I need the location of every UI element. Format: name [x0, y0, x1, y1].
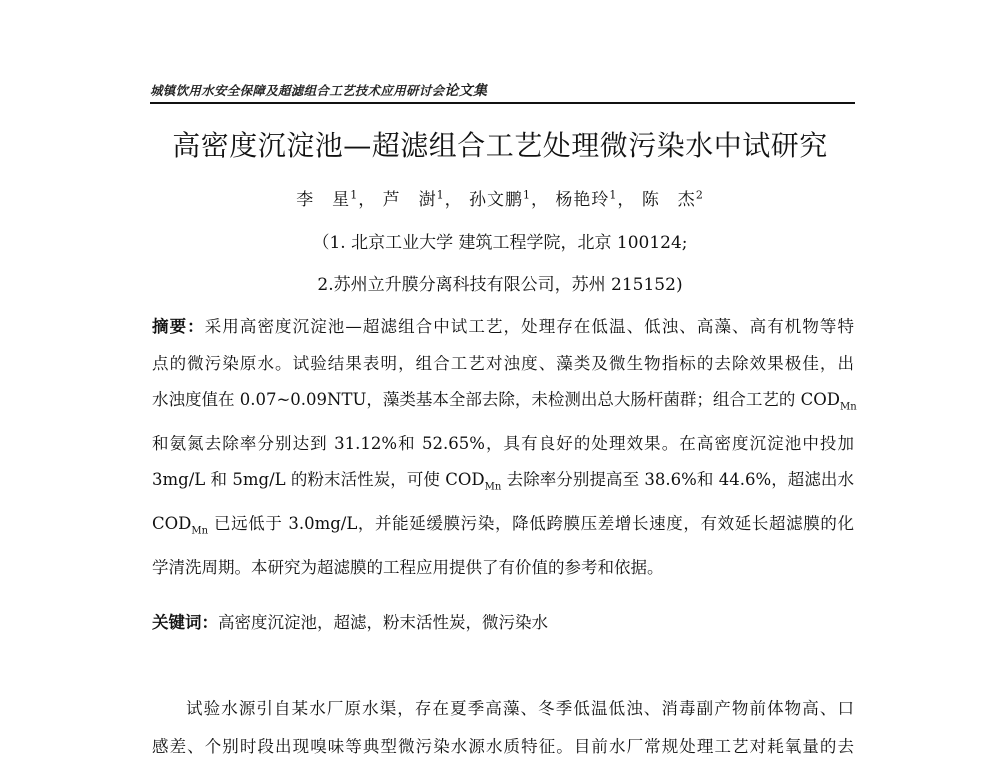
subscript: Mn — [191, 525, 209, 537]
abstract-text: 去除率分别提高至 38.6%和 44.6%，超滤出水 — [501, 470, 854, 490]
keywords — [152, 609, 548, 633]
header-rule — [150, 102, 855, 104]
running-head-text: 城镇饮用水安全保障及超滤组合工艺技术应用研讨会 — [150, 83, 445, 98]
abstract-text: 水浊度值在 0.07~0.09NTU，藻类基本全部去除，未检测出总大肠杆菌群；组合工艺的 COD — [152, 390, 841, 409]
abstract-line — [152, 309, 854, 346]
affiliation-2: 2.苏州立升膜分离科技有限公司，苏州 215152) — [317, 275, 683, 295]
author-affiliation-mark: 2 — [695, 188, 704, 202]
abstract-line — [152, 462, 854, 506]
running-head — [150, 80, 487, 100]
abstract-line — [152, 506, 854, 550]
abstract-text: 已远低于 3.0mg/L，并能延缓膜污染，降低跨膜压差增长速度，有效延长超滤膜的化 — [208, 514, 854, 534]
body-line: 感差、个别时段出现嗅味等典型微污染水源水质特征。目前水厂常规处理工艺对耗氧量的去 — [152, 737, 854, 756]
affiliation-1: （1. 北京工业大学 建筑工程学院，北京 100124; — [312, 233, 688, 253]
author-name: 李 星 — [296, 190, 351, 210]
keywords-label: 关键词： — [152, 613, 218, 632]
author-name: 陈 杰 — [641, 190, 696, 210]
subscript: Mn — [484, 481, 502, 493]
author-name: 孙文鹏 — [469, 190, 523, 210]
abstract-line: 和氨氮去除率分别达到 31.12%和 52.65%，具有良好的处理效果。在高密度沉淀池中投加 — [152, 433, 854, 453]
keywords-text: 高密度沉淀池，超滤，粉末活性炭，微污染水 — [218, 613, 548, 632]
abstract-text: COD — [152, 514, 192, 534]
author-name: 杨艳玲 — [555, 190, 610, 210]
abstract — [152, 309, 857, 586]
abstract-line: 学清洗周期。本研究为超滤膜的工程应用提供了有价值的参考和依据。 — [152, 557, 664, 577]
subscript: Mn — [840, 401, 857, 413]
author-affiliation-mark: 1 — [523, 188, 531, 202]
body-line: 试验水源引自某水厂原水渠，存在夏季高藻、冬季低温低浊、消毒副产物前体物高、口 — [186, 699, 854, 718]
abstract-line — [152, 382, 857, 426]
abstract-text: 采用高密度沉淀池—超滤组合中试工艺，处理存在低温、低浊、高藻、高有机物等特 — [204, 317, 855, 336]
running-head-emphasis: 论文集 — [444, 83, 488, 99]
author-name: 芦 澍 — [382, 190, 437, 210]
author-affiliation-mark: 1 — [609, 188, 618, 202]
abstract-text: 3mg/L 和 5mg/L 的粉末活性炭，可使 COD — [152, 470, 485, 490]
author-affiliation-mark: 1 — [436, 188, 445, 202]
paper-title: 高密度沉淀池—超滤组合工艺处理微污染水中试研究 — [172, 129, 828, 162]
author-list: 李 星$^1$， 芦 澍$^1$， 孙文鹏$^1$， 杨艳玲$^1$， 陈 杰$^2$ — [296, 188, 704, 210]
author-affiliation-mark: 1 — [350, 188, 359, 202]
body-paragraph — [152, 690, 854, 766]
abstract-line: 点的微污染原水。试验结果表明，组合工艺对浊度、藻类及微生物指标的去除效果极佳，出 — [152, 353, 854, 373]
abstract-label: 摘要： — [152, 317, 205, 336]
